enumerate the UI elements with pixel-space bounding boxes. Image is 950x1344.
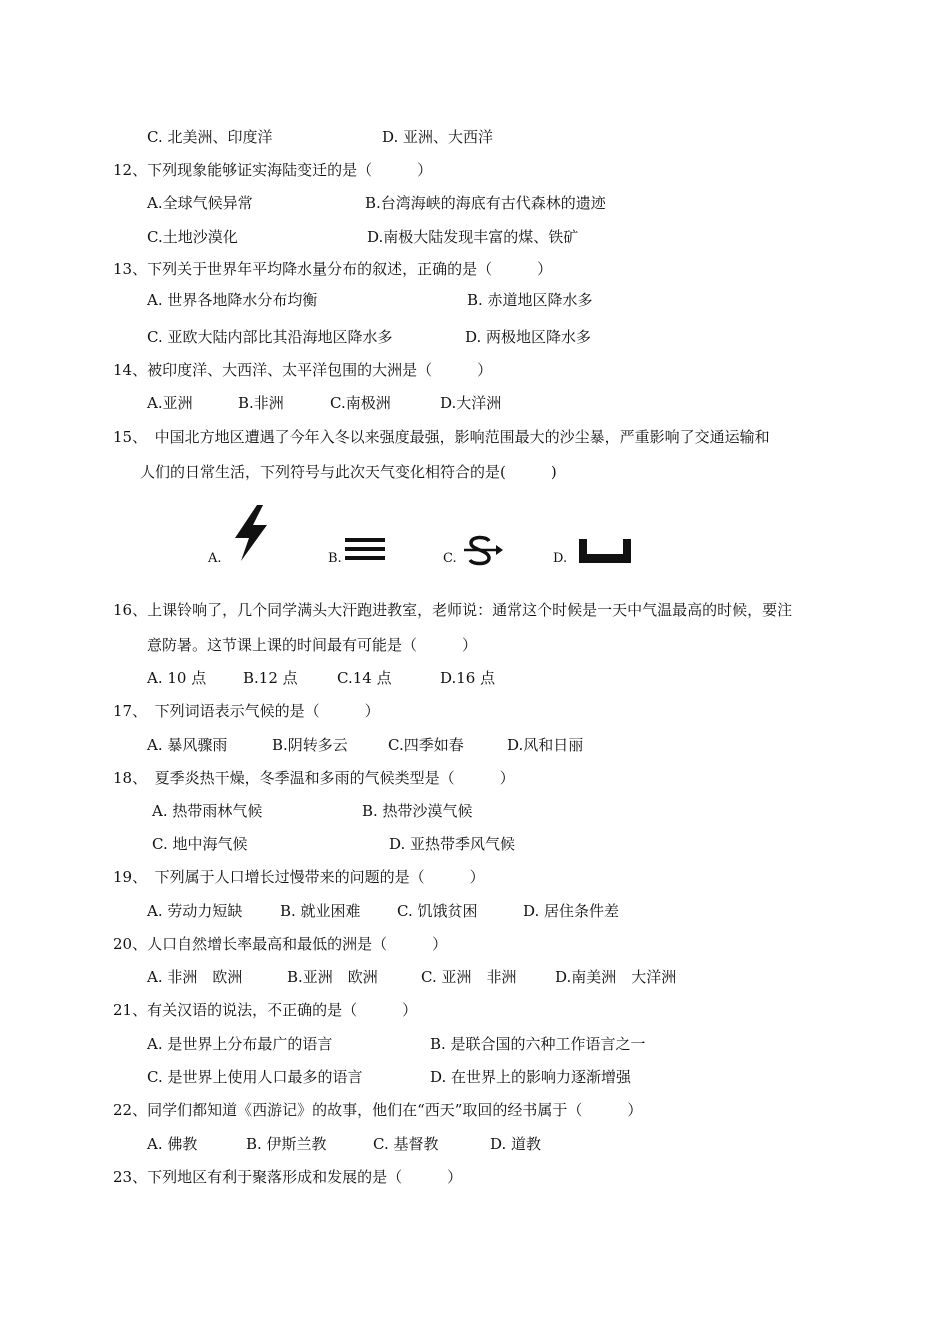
q16-option-d: D.16 点: [440, 669, 496, 687]
q21-option-a: A. 是世界上分布最广的语言: [147, 1035, 333, 1053]
q16-stem-line2: 意防暑。这节课上课的时间最有可能是（ ）: [147, 636, 478, 654]
dust-icon: [579, 539, 631, 563]
q23-stem: 23、下列地区有利于聚落形成和发展的是（ ）: [113, 1168, 463, 1186]
q13-option-d: D. 两极地区降水多: [465, 328, 592, 346]
q21-stem: 21、有关汉语的说法，不正确的是（ ）: [113, 1001, 418, 1019]
q18-option-a: A. 热带雨林气候: [152, 802, 263, 820]
q19-stem: 19、 下列属于人口增长过慢带来的问题的是（ ）: [113, 868, 485, 886]
q19-option-b: B. 就业困难: [280, 902, 361, 920]
q17-option-c: C.四季如春: [388, 736, 464, 754]
q12-option-a: A.全球气候异常: [147, 194, 253, 212]
q16-stem-line1: 16、上课铃响了，几个同学满头大汗跑进教室，老师说：通常这个时候是一天中气温最高的时候，要注: [113, 601, 793, 619]
q15-stem-line2: 人们的日常生活，下列符号与此次天气变化相符合的是( ): [140, 463, 557, 481]
q11-option-d: D. 亚洲、大西洋: [382, 128, 494, 146]
q11-option-c: C. 北美洲、印度洋: [147, 128, 273, 146]
sandstorm-icon: [462, 535, 504, 567]
q15-option-d-label: D.: [553, 551, 568, 566]
q14-option-c: C.南极洲: [330, 394, 391, 412]
q15-option-c-label: C.: [443, 551, 457, 566]
q14-stem: 14、被印度洋、大西洋、太平洋包围的大洲是（ ）: [113, 361, 493, 379]
q15-option-b-label: B.: [328, 551, 342, 566]
q19-option-c: C. 饥饿贫困: [397, 902, 478, 920]
q20-option-c: C. 亚洲 非洲: [421, 968, 517, 986]
q14-option-a: A.亚洲: [147, 394, 193, 412]
q16-option-b: B.12 点: [243, 669, 298, 687]
q12-option-d: D.南极大陆发现丰富的煤、铁矿: [367, 228, 579, 246]
q17-option-a: A. 暴风骤雨: [147, 736, 228, 754]
q16-option-c: C.14 点: [337, 669, 392, 687]
q22-stem: 22、同学们都知道《西游记》的故事，他们在“西天”取回的经书属于（ ）: [113, 1101, 643, 1119]
q22-option-c: C. 基督教: [373, 1135, 439, 1153]
q18-option-c: C. 地中海气候: [152, 835, 248, 853]
q18-option-b: B. 热带沙漠气候: [362, 802, 473, 820]
q20-option-b: B.亚洲 欧洲: [287, 968, 378, 986]
q15-stem-line1: 15、 中国北方地区遭遇了今年入冬以来强度最强，影响范围最大的沙尘暴，严重影响了交通运输和: [113, 428, 770, 446]
q13-option-b: B. 赤道地区降水多: [467, 291, 593, 309]
q21-option-c: C. 是世界上使用人口最多的语言: [147, 1068, 363, 1086]
q17-option-d: D.风和日丽: [507, 736, 584, 754]
q20-option-d: D.南美洲 大洋洲: [555, 968, 677, 986]
q14-option-d: D.大洋洲: [440, 394, 502, 412]
q17-option-b: B.阴转多云: [272, 736, 348, 754]
q13-stem: 13、下列关于世界年平均降水量分布的叙述，正确的是（ ）: [113, 260, 553, 278]
q19-option-a: A. 劳动力短缺: [147, 902, 243, 920]
q18-stem: 18、 夏季炎热干燥，冬季温和多雨的气候类型是（ ）: [113, 769, 515, 787]
q17-stem: 17、 下列词语表示气候的是（ ）: [113, 702, 380, 720]
q22-option-d: D. 道教: [490, 1135, 542, 1153]
q13-option-a: A. 世界各地降水分布均衡: [147, 291, 318, 309]
q12-stem: 12、下列现象能够证实海陆变迁的是（ ）: [113, 161, 433, 179]
fog-icon: [345, 538, 385, 560]
q19-option-d: D. 居住条件差: [523, 902, 620, 920]
q12-option-c: C.土地沙漠化: [147, 228, 238, 246]
q21-option-b: B. 是联合国的六种工作语言之一: [430, 1035, 646, 1053]
q20-option-a: A. 非洲 欧洲: [147, 968, 243, 986]
q14-option-b: B.非洲: [238, 394, 284, 412]
q12-option-b: B.台湾海峡的海底有古代森林的遗迹: [365, 194, 606, 212]
q20-stem: 20、人口自然增长率最高和最低的洲是（ ）: [113, 935, 448, 953]
q22-option-a: A. 佛教: [147, 1135, 198, 1153]
q21-option-d: D. 在世界上的影响力逐渐增强: [430, 1068, 632, 1086]
lightning-icon: [229, 505, 271, 561]
q13-option-c: C. 亚欧大陆内部比其沿海地区降水多: [147, 328, 393, 346]
q16-option-a: A. 10 点: [147, 669, 207, 687]
q18-option-d: D. 亚热带季风气候: [389, 835, 516, 853]
q22-option-b: B. 伊斯兰教: [246, 1135, 327, 1153]
q15-option-a-label: A.: [208, 551, 222, 566]
